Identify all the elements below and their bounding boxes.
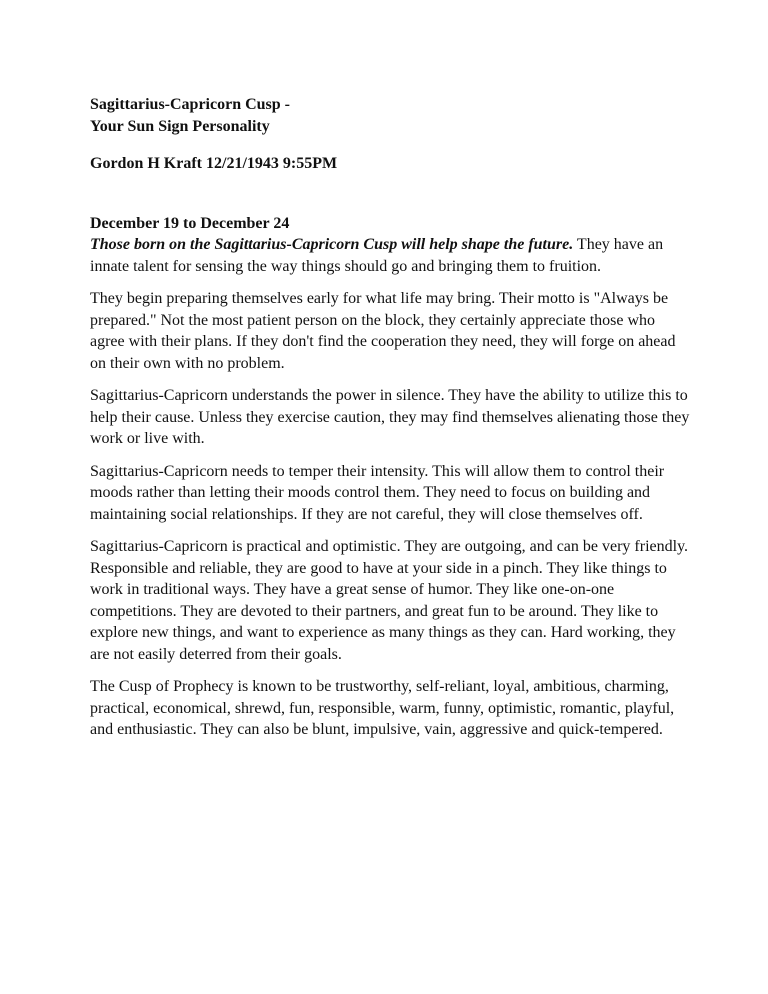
title-line-1: Sagittarius-Capricorn Cusp - — [90, 96, 291, 113]
body-paragraph-1: They begin preparing themselves early for what life may bring. Their motto is "Always be prepared." Not the most patient person on the block, they certainly appreciate those who agree with their plans. If they don't find the cooperation they need, they will forge on ahead on their own with no problem. — [90, 290, 676, 372]
lead-emphasis: Those born on the Sagittarius-Capricorn Cusp will help shape the future. — [90, 236, 574, 253]
body-paragraph-5: The Cusp of Prophecy is known to be trustworthy, self-reliant, loyal, ambitious, charming, practical, economical, shrewd, fun, responsible, warm, funny, optimistic, romantic, playful, and enthusiastic. They can also be blunt, impulsive, vain, aggressive and quick-tempered. — [90, 678, 675, 738]
document-title — [90, 94, 690, 137]
lead-paragraph — [90, 234, 690, 277]
body-paragraph-3: Sagittarius-Capricorn needs to temper their intensity. This will allow them to control their moods rather than letting their moods control them. They need to focus on building and maintaining social relationships. If they are not careful, they will close themselves off. — [90, 462, 665, 523]
body-paragraph-2: Sagittarius-Capricorn understands the power in silence. They have the ability to utilize this to help their cause. Unless they exercise caution, they may find themselves alienating those they work or live with. — [90, 387, 690, 447]
document-page — [90, 94, 690, 752]
author-line: Gordon H Kraft 12/21/1943 9:55PM — [90, 155, 338, 172]
title-line-2: Your Sun Sign Personality — [90, 117, 270, 135]
lead-rest: They have an innate talent for sensing the way things should go and bringing them to fruition. — [90, 236, 664, 275]
body-paragraph-4: Sagittarius-Capricorn is practical and optimistic. They are outgoing, and can be very friendly. Responsible and reliable, they are good to have at your side in a pinch. They like things to work in traditional ways. They have a great sense of humor. They like one-on-one competitions. They are devoted to their partners, and great fun to be around. They like to explore new things, and want to experience as many things as they can. Hard working, they are not easily deterred from their goals. — [90, 538, 689, 663]
date-range: December 19 to December 24 — [90, 214, 290, 232]
